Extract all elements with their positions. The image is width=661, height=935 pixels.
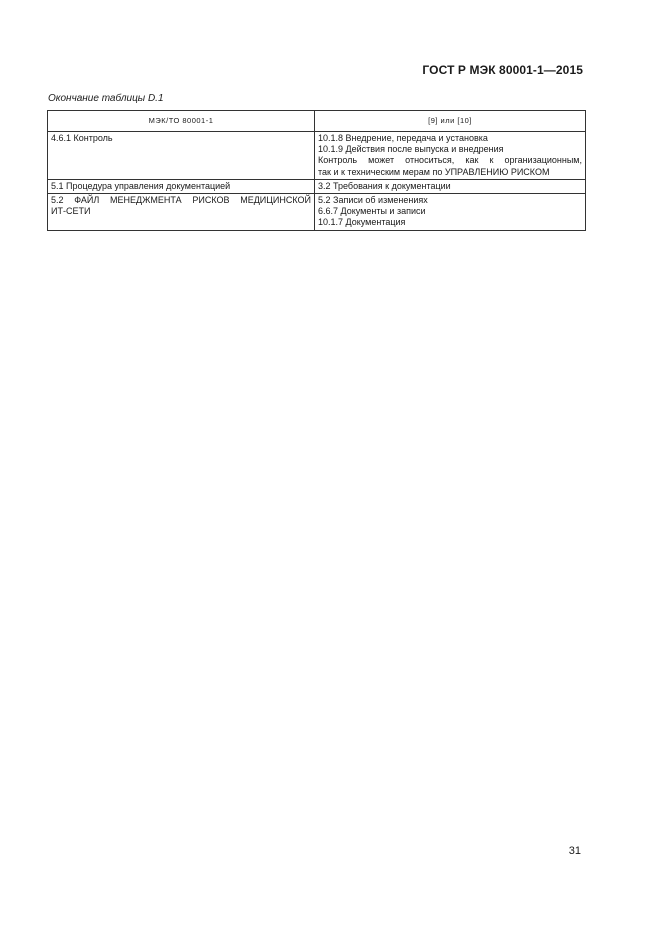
- column-header-references: [9] или [10]: [315, 111, 586, 132]
- table-row: [48, 194, 586, 231]
- cell-text: 10.1.7 Документация: [318, 217, 406, 228]
- cell-text: 5.1 Процедура управления документацией: [51, 180, 231, 191]
- cell-text: 10.1.8 Внедрение, передача и установка: [318, 133, 488, 143]
- page-number: 31: [568, 845, 581, 857]
- table-cell-left: [48, 194, 315, 231]
- cell-text: 4.6.1 Контроль: [51, 133, 113, 143]
- table-row: [48, 132, 586, 180]
- cell-text: 6.6.7 Документы и записи: [318, 206, 426, 217]
- table-cell-right: [315, 132, 586, 180]
- table-cell-left: [48, 132, 315, 180]
- table-cell-right: [315, 194, 586, 231]
- cell-text: Контроль может относиться, как к организационным,: [318, 155, 582, 166]
- table-caption: Окончание таблицы D.1: [48, 93, 164, 104]
- cell-text: 5.2 ФАЙЛ МЕНЕДЖМЕНТА РИСКОВ МЕДИЦИНСКОЙ: [51, 195, 311, 206]
- table-cell-right: [315, 179, 586, 193]
- table-header-row: [48, 111, 586, 132]
- cell-text: 10.1.9 Действия после выпуска и внедрения: [318, 144, 504, 155]
- document-code-header: ГОСТ Р МЭК 80001-1—2015: [422, 63, 583, 77]
- table-cell-left: [48, 179, 315, 193]
- table-row: [48, 179, 586, 193]
- correspondence-table: [47, 110, 586, 231]
- cell-text: ИТ-СЕТИ: [51, 206, 91, 217]
- column-header-iec-tr: МЭК/ТО 80001-1: [48, 111, 315, 132]
- cell-text: 3.2 Требования к документации: [318, 180, 451, 191]
- cell-text: так и к техническим мерам по УПРАВЛЕНИЮ РИСКОМ: [318, 166, 550, 177]
- cell-text: 5.2 Записи об изменениях: [318, 195, 428, 206]
